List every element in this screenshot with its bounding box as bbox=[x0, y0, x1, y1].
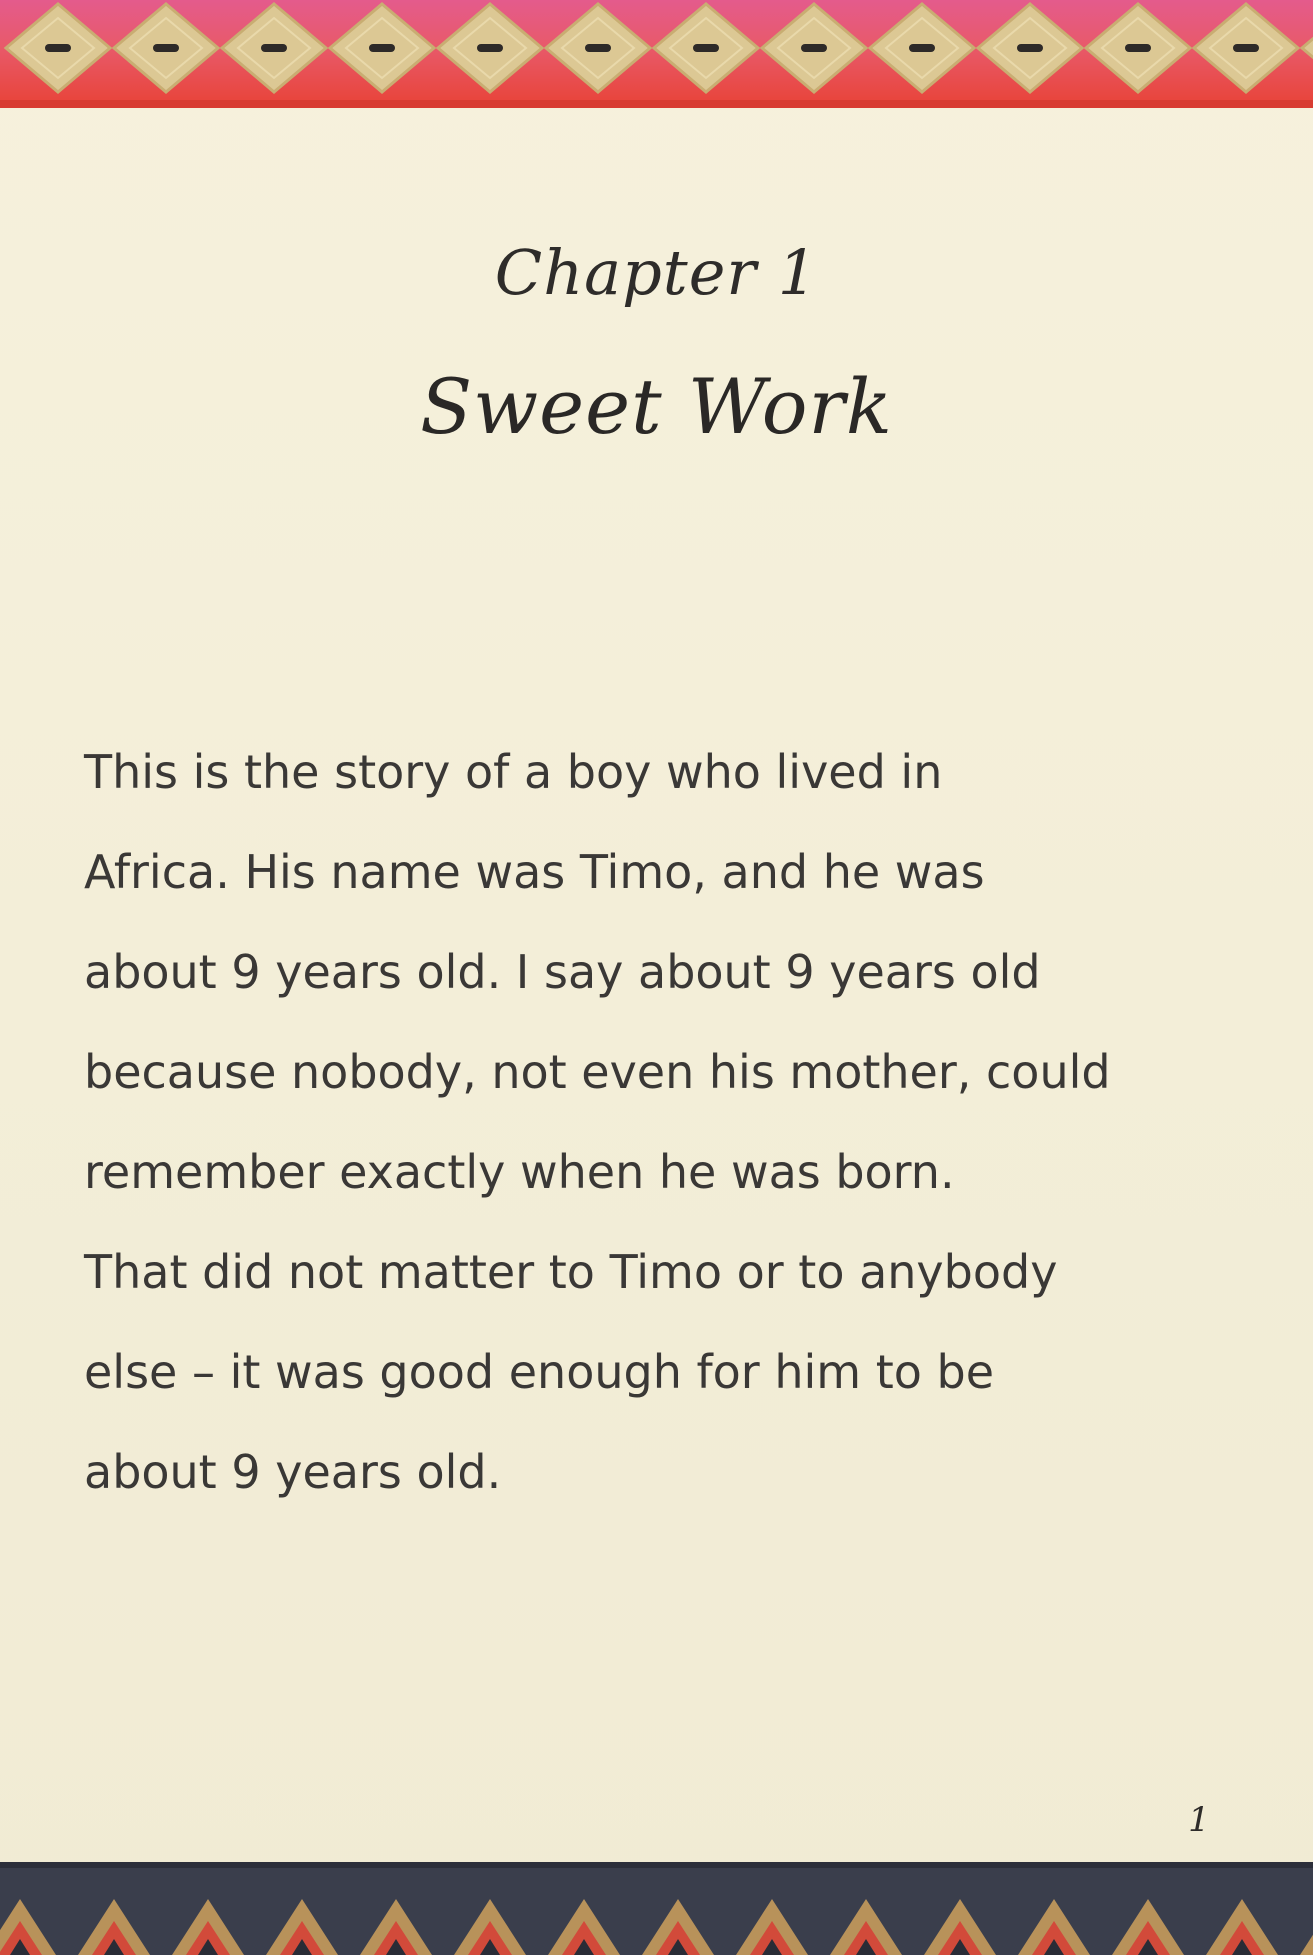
story-line: else – it was good enough for him to be bbox=[84, 1345, 995, 1399]
diamond-stitch bbox=[909, 44, 935, 52]
chapter-title: Sweet Work bbox=[420, 362, 893, 451]
story-line: Africa. His name was Timo, and he was bbox=[84, 845, 985, 899]
diamond-stitch bbox=[585, 44, 611, 52]
story-line: This is the story of a boy who lived in bbox=[84, 745, 943, 799]
diamond-stitch bbox=[369, 44, 395, 52]
top-decorative-border bbox=[0, 0, 1313, 112]
diamond-stitch bbox=[801, 44, 827, 52]
diamond-stitch bbox=[693, 44, 719, 52]
diamond-stitch bbox=[1017, 44, 1043, 52]
diamond-stitch bbox=[1233, 44, 1259, 52]
bottom-decorative-border bbox=[0, 1862, 1313, 1955]
page-number: 1 bbox=[1188, 1800, 1210, 1840]
story-line: That did not matter to Timo or to anybody bbox=[84, 1245, 1058, 1299]
diamond-stitch bbox=[261, 44, 287, 52]
story-line: remember exactly when he was born. bbox=[84, 1145, 955, 1199]
diamond-stitch bbox=[477, 44, 503, 52]
diamond-stitch bbox=[1125, 44, 1151, 52]
diamond-stitch bbox=[45, 44, 71, 52]
story-line: because nobody, not even his mother, could bbox=[84, 1045, 1111, 1099]
diamond-stitch bbox=[153, 44, 179, 52]
story-line: about 9 years old. bbox=[84, 1445, 502, 1499]
story-line: about 9 years old. I say about 9 years old bbox=[84, 945, 1041, 999]
story-paragraph bbox=[84, 722, 1244, 1522]
chapter-number: Chapter 1 bbox=[494, 236, 819, 309]
